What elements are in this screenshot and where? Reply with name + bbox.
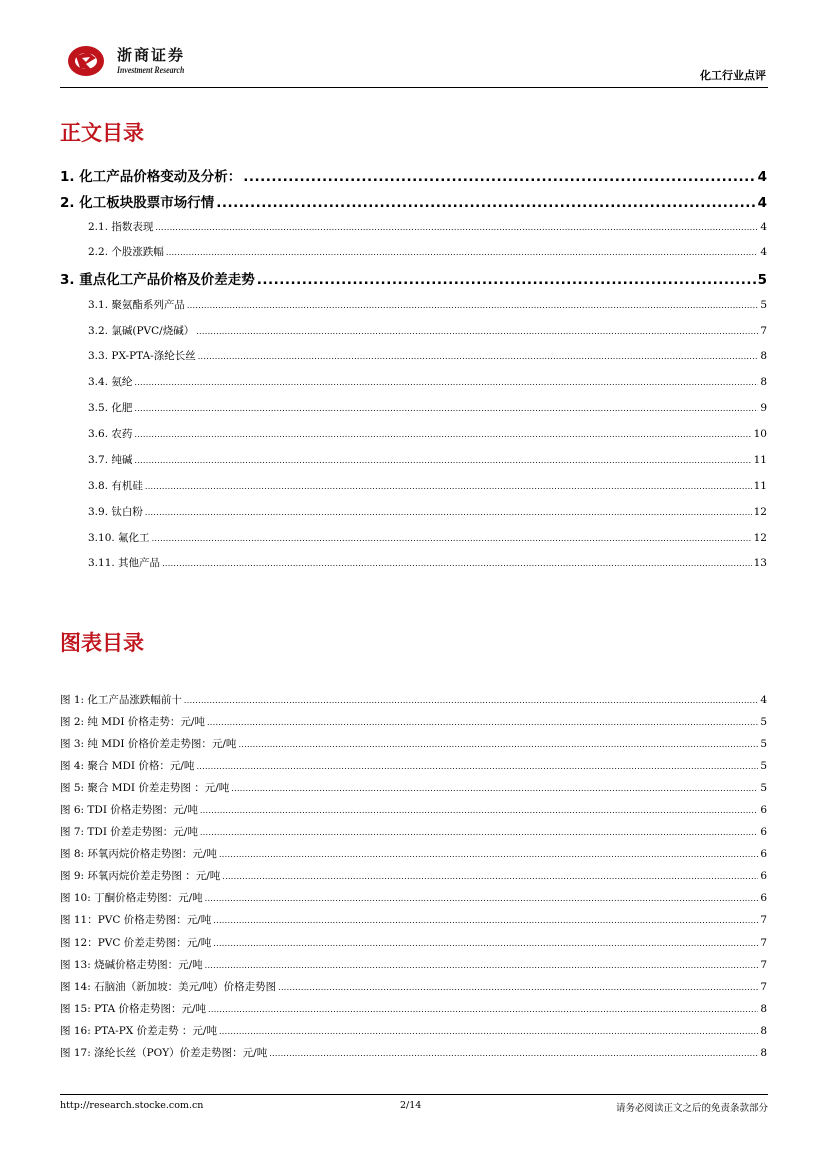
document-type: 化工行业点评: [700, 69, 766, 82]
footer-disclaimer: 请务必阅读正文之后的免责条款部分: [615, 1103, 768, 1114]
toc-entry-3-8[interactable]: [88, 478, 767, 493]
toc-entry-label: 3.1. 聚氨酯系列产品: [88, 299, 185, 311]
page-number: 2/14: [400, 1100, 422, 1111]
toc-entry-page: 4: [757, 169, 767, 185]
figure-entry-page: 7: [760, 981, 767, 993]
figure-entry-page: 5: [760, 760, 767, 772]
figure-entry-page: 8: [760, 1003, 767, 1015]
figure-entry-page: 7: [760, 937, 767, 949]
figure-entry-page: 5: [760, 716, 767, 728]
toc-entry-page: 8: [760, 350, 767, 362]
figure-entry-label: 图 14: 石脑油（新加坡：美元/吨）价格走势图: [60, 981, 277, 993]
figure-entry-page: 4: [760, 694, 767, 706]
figure-entry-page: 6: [760, 826, 767, 838]
toc-entry-label: 3.7. 纯碱: [88, 454, 133, 466]
figure-entry-10[interactable]: [60, 890, 767, 905]
figure-entry-page: 5: [760, 782, 767, 794]
figure-entry-page: 6: [760, 870, 767, 882]
figure-entry-page: 8: [760, 1047, 767, 1059]
figure-entry-6[interactable]: [60, 802, 767, 817]
brand-name-en: Investment Research: [117, 66, 185, 76]
figure-entry-3[interactable]: [60, 736, 767, 751]
toc-entry-3-9[interactable]: [88, 504, 767, 519]
toc-entry-3-4[interactable]: [88, 374, 767, 389]
toc-entry-page: 4: [760, 221, 767, 233]
figure-entry-15[interactable]: [60, 1001, 767, 1016]
figure-entry-label: 图 17: 涤纶长丝（POY）价差走势图：元/吨: [60, 1047, 268, 1059]
zheshang-logo-icon: [66, 42, 106, 78]
figure-entry-page: 8: [760, 1025, 767, 1037]
toc-entry-2-2[interactable]: [88, 244, 767, 259]
toc-entry-label: 3.2. 氯碱(PVC/烧碱）: [88, 325, 195, 337]
figure-entry-label: 图 3: 纯 MDI 价格价差走势图：元/吨: [60, 738, 237, 750]
figure-entry-page: 5: [760, 738, 767, 750]
figure-entry-11[interactable]: [60, 912, 767, 927]
page-header: [60, 38, 768, 88]
toc-entry-page: 4: [760, 246, 767, 258]
figure-entry-16[interactable]: [60, 1023, 767, 1038]
toc-entry-label: 3.10. 氟化工: [88, 532, 150, 544]
figures-title: 图表目录: [60, 631, 144, 655]
toc-entry-3-6[interactable]: [88, 426, 767, 441]
figure-entry-8[interactable]: [60, 846, 767, 861]
toc-entry-label: 2.2. 个股涨跌幅: [88, 246, 164, 258]
toc-entry-label: 3.4. 氨纶: [88, 376, 133, 388]
toc-entry-label: 3.5. 化肥: [88, 402, 133, 414]
figure-entry-4[interactable]: [60, 758, 767, 773]
toc-entry-page: 11: [753, 480, 767, 492]
figure-entry-label: 图 7: TDI 价差走势图：元/吨: [60, 826, 198, 838]
figure-entry-page: 7: [760, 959, 767, 971]
toc-entry-3-3[interactable]: [88, 348, 767, 363]
toc-entry-label: 3.11. 其他产品: [88, 557, 161, 569]
toc-title: 正文目录: [60, 121, 144, 145]
toc-entry-page: 5: [757, 272, 767, 288]
figure-entry-label: 图 9: 环氧丙烷价差走势图 ：元/吨: [60, 870, 221, 882]
figure-entry-1[interactable]: [60, 692, 767, 707]
figure-entry-13[interactable]: [60, 957, 767, 972]
figure-entry-label: 图 13: 烧碱价格走势图：元/吨: [60, 959, 203, 971]
figure-entry-label: 图 16: PTA-PX 价差走势 ：元/吨: [60, 1025, 217, 1037]
toc-entry-page: 9: [760, 402, 767, 414]
figure-entry-7[interactable]: [60, 824, 767, 839]
toc-entry-page: 11: [753, 454, 767, 466]
toc-entry-label: 3.9. 钛白粉: [88, 506, 143, 518]
toc-entry-3-1[interactable]: [88, 297, 767, 312]
figure-entry-14[interactable]: [60, 979, 767, 994]
toc-entry-page: 10: [753, 428, 767, 440]
toc-entry-label: 2.1. 指数表现: [88, 221, 154, 233]
figure-entry-label: 图 4: 聚合 MDI 价格：元/吨: [60, 760, 195, 772]
figure-entry-label: 图 8: 环氧丙烷价格走势图：元/吨: [60, 848, 217, 860]
figure-entry-page: 7: [760, 914, 767, 926]
figure-entry-label: 图 1: 化工产品涨跌幅前十: [60, 694, 182, 706]
figure-entry-label: 图 5: 聚合 MDI 价差走势图 ：元/吨: [60, 782, 230, 794]
toc-entry-label: 2. 化工板块股票市场行情: [60, 195, 215, 211]
toc-entry-page: 12: [753, 532, 767, 544]
brand-name-cn: 浙商证券: [117, 46, 186, 64]
figure-entry-label: 图 10: 丁酮价格走势图：元/吨: [60, 892, 203, 904]
toc-entry-label: 3.8. 有机硅: [88, 480, 143, 492]
toc-entry-2-1[interactable]: [88, 219, 767, 234]
figure-entry-page: 6: [760, 848, 767, 860]
toc-entry-page: 12: [753, 506, 767, 518]
toc-entry-3-7[interactable]: [88, 452, 767, 467]
figure-entry-9[interactable]: [60, 868, 767, 883]
toc-entry-3-10[interactable]: [88, 530, 767, 545]
toc-entry-3-11[interactable]: [88, 555, 767, 570]
toc-entry-page: 4: [757, 195, 767, 211]
toc-entry-2[interactable]: [60, 191, 767, 211]
toc-entry-3-5[interactable]: [88, 400, 767, 415]
figure-entry-label: 图 12：PVC 价差走势图：元/吨: [60, 937, 212, 949]
figure-entry-label: 图 6: TDI 价格走势图：元/吨: [60, 804, 198, 816]
footer-url-link[interactable]: http://research.stocke.com.cn: [60, 1100, 204, 1111]
toc-entry-label: 3. 重点化工产品价格及价差走势: [60, 272, 255, 288]
toc-entry-label: 1. 化工产品价格变动及分析：: [60, 169, 242, 185]
toc-entry-3-2[interactable]: [88, 323, 767, 338]
figure-entry-label: 图 2: 纯 MDI 价格走势：元/吨: [60, 716, 205, 728]
toc-entry-page: 5: [760, 299, 767, 311]
figure-entry-label: 图 15: PTA 价格走势图：元/吨: [60, 1003, 207, 1015]
figure-entry-label: 图 11：PVC 价格走势图：元/吨: [60, 914, 212, 926]
figure-entry-17[interactable]: [60, 1045, 767, 1060]
figure-entry-12[interactable]: [60, 935, 767, 950]
figure-entry-2[interactable]: [60, 714, 767, 729]
toc-entry-3[interactable]: [60, 268, 767, 288]
toc-entry-1[interactable]: [60, 165, 767, 185]
figure-entry-page: 6: [760, 892, 767, 904]
toc-entry-page: 13: [753, 557, 767, 569]
toc-entry-label: 3.6. 农药: [88, 428, 133, 440]
toc-entry-page: 7: [760, 325, 767, 337]
page-footer: [60, 1094, 768, 1116]
toc-entry-label: 3.3. PX-PTA-涤纶长丝: [88, 350, 196, 362]
figure-entry-page: 6: [760, 804, 767, 816]
figure-entry-5[interactable]: [60, 780, 767, 795]
toc-entry-page: 8: [760, 376, 767, 388]
